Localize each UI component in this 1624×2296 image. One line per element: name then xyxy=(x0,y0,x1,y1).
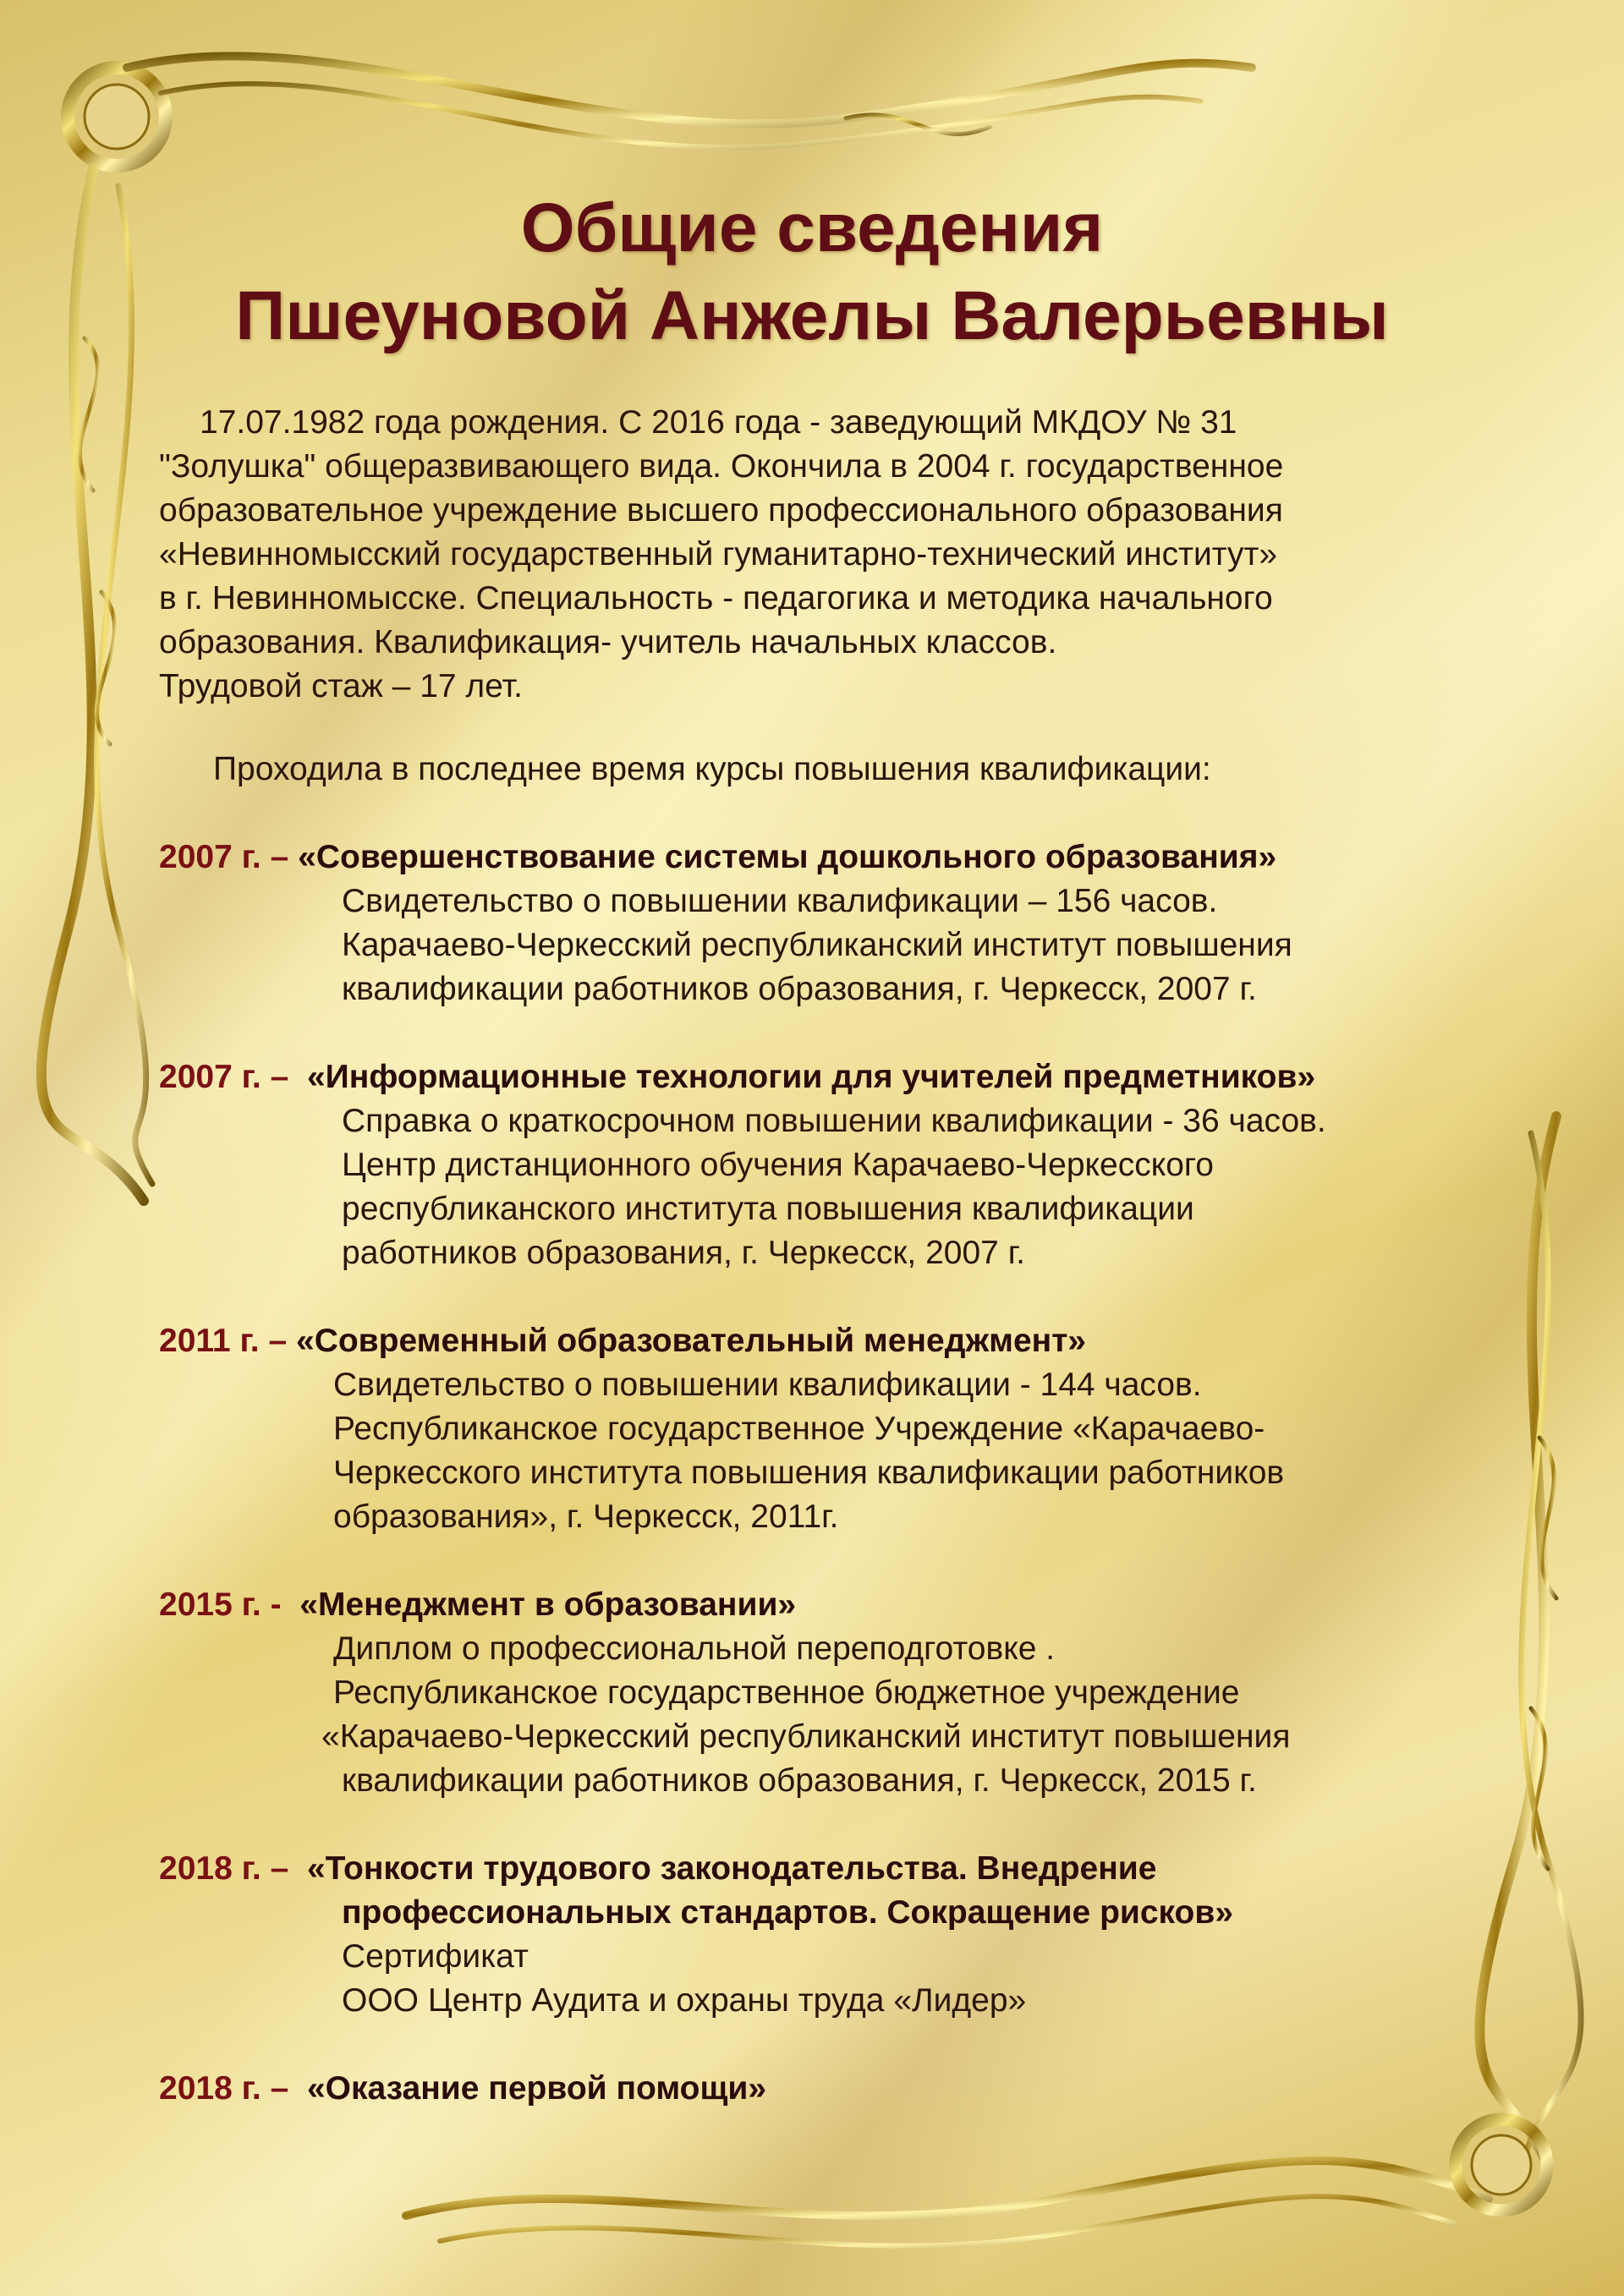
intro-line: 17.07.1982 года рождения. С 2016 года - заведующий МКДОУ № 31 xyxy=(200,404,1237,441)
course-year: 2011 г. – xyxy=(159,1323,288,1359)
biography-paragraph xyxy=(159,401,1512,709)
course-detail: Сертификат xyxy=(342,1938,529,1975)
course-detail: квалификации работников образования, г. Черкесск, 2015 г. xyxy=(342,1762,1257,1799)
course-entry xyxy=(159,1055,1512,1275)
course-detail: образования», г. Черкесск, 2011г. xyxy=(333,1499,839,1535)
course-entry xyxy=(159,1583,1512,1803)
course-header xyxy=(159,836,1512,879)
course-year: 2007 г. – xyxy=(159,839,289,875)
course-detail: республиканского института повышения квалификации xyxy=(342,1191,1194,1227)
intro-line: образовательное учреждение высшего профессионального образования xyxy=(159,492,1283,529)
course-header xyxy=(159,1583,1512,1627)
top-left-ring-ornament xyxy=(68,68,166,166)
page-title xyxy=(0,184,1624,360)
course-year: 2018 г. – xyxy=(159,1850,289,1887)
course-entry xyxy=(159,836,1512,1011)
course-detail: Черкесского института повышения квалификации работников xyxy=(333,1455,1285,1491)
course-title: «Оказание первой помощи» xyxy=(306,2070,767,2107)
course-title-continuation: профессиональных стандартов. Сокращение рисков» xyxy=(342,1894,1234,1931)
course-detail: Диплом о профессиональной переподготовке . xyxy=(333,1630,1056,1667)
intro-line: "Золушка" общеразвивающего вида. Окончила в 2004 г. государственное xyxy=(159,448,1284,485)
title-line-1: Общие сведения xyxy=(520,189,1104,266)
course-detail: Республиканское государственное бюджетное учреждение xyxy=(333,1674,1240,1711)
intro-line: в г. Невинномысске. Специальность - педагогика и методика начального xyxy=(159,580,1273,616)
course-entry xyxy=(159,2067,1512,2111)
bottom-right-ring-ornament xyxy=(1456,2119,1547,2211)
course-entry xyxy=(159,1847,1512,2023)
course-year: 2018 г. – xyxy=(159,2070,289,2107)
course-year: 2007 г. – xyxy=(159,1059,289,1095)
top-swirl-ornament xyxy=(127,56,1252,147)
intro-line: «Невинномысский государственный гуманитарно-технический институт» xyxy=(159,536,1278,573)
course-detail: квалификации работников образования, г. Черкесск, 2007 г. xyxy=(342,971,1257,1007)
course-detail: работников образования, г. Черкесск, 2007 г. xyxy=(342,1235,1025,1271)
document-body xyxy=(159,401,1512,2111)
course-detail: Справка о краткосрочном повышении квалификации - 36 часов. xyxy=(342,1103,1326,1139)
course-title: «Информационные технологии для учителей предметников» xyxy=(306,1059,1316,1095)
course-detail: Свидетельство о повышении квалификации - 144 часов. xyxy=(333,1367,1202,1403)
course-title: «Совершенствование системы дошкольного образования» xyxy=(298,839,1277,875)
course-title: «Современный образовательный менеджмент» xyxy=(296,1323,1087,1359)
course-detail: ООО Центр Аудита и охраны труда «Лидер» xyxy=(342,1982,1027,2019)
courses-heading: Проходила в последнее время курсы повышения квалификации: xyxy=(213,751,1211,787)
course-title: «Тонкости трудового законодательства. Внедрение xyxy=(306,1850,1157,1887)
intro-line: образования. Квалификация- учитель начальных классов. xyxy=(159,624,1057,660)
course-header xyxy=(159,1055,1512,1099)
course-detail: Республиканское государственное Учреждение «Карачаево- xyxy=(333,1411,1265,1447)
course-detail: Свидетельство о повышении квалификации – 156 часов. xyxy=(342,883,1218,919)
course-header xyxy=(159,1847,1512,1891)
course-entry xyxy=(159,1319,1512,1539)
course-title: «Менеджмент в образовании» xyxy=(299,1586,797,1623)
course-header xyxy=(159,1319,1512,1363)
intro-line: Трудовой стаж – 17 лет. xyxy=(159,668,523,704)
bottom-swirl-ornament xyxy=(406,2161,1489,2246)
course-detail: «Карачаево-Черкесский республиканский институт повышения xyxy=(321,1718,1291,1755)
course-detail: Центр дистанционного обучения Карачаево-Черкесского xyxy=(342,1147,1214,1183)
course-header xyxy=(159,2067,1512,2111)
course-year: 2015 г. - xyxy=(159,1586,282,1623)
course-detail: Карачаево-Черкесский республиканский институт повышения xyxy=(342,927,1292,963)
title-line-2: Пшеуновой Анжелы Валерьевны xyxy=(235,277,1389,354)
